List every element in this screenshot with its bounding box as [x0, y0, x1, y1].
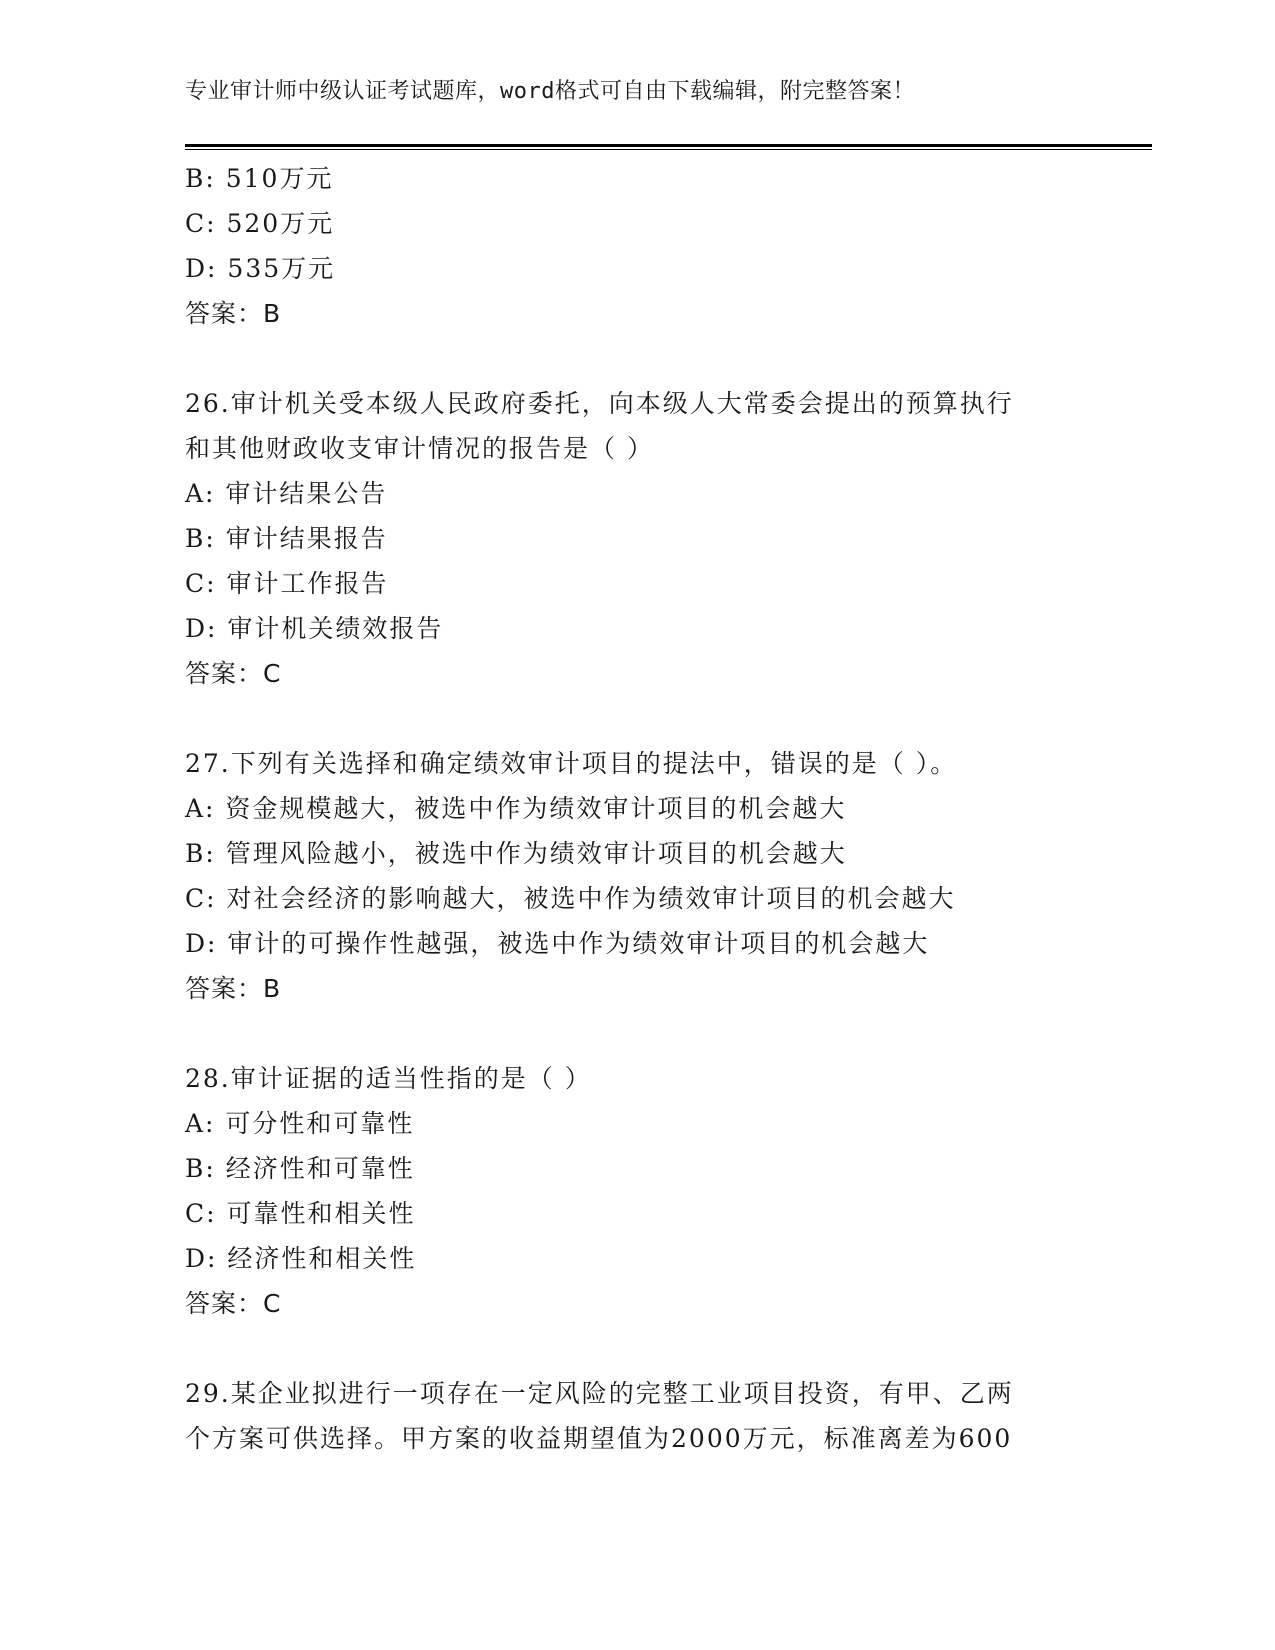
option-b: B: 审计结果报告 — [185, 524, 388, 553]
question-stem: 28.审计证据的适当性指的是（ ） — [185, 1064, 592, 1093]
spacer — [185, 696, 1085, 741]
question-26 — [185, 381, 1085, 696]
option-b: B: 经济性和可靠性 — [185, 1154, 415, 1183]
answer: 答案：B — [185, 974, 282, 1003]
option-c: C: 520万元 — [185, 209, 335, 238]
option-d: D: 审计机关绩效报告 — [185, 614, 444, 643]
option-c: C: 审计工作报告 — [185, 569, 389, 598]
question-25-tail — [185, 156, 1085, 336]
question-28 — [185, 1056, 1085, 1326]
question-stem: 27.下列有关选择和确定绩效审计项目的提法中，错误的是（ ）。 — [185, 749, 958, 778]
header-divider — [185, 144, 1152, 150]
spacer — [185, 336, 1085, 381]
spacer — [185, 1011, 1085, 1056]
option-a: A: 审计结果公告 — [185, 479, 388, 508]
option-b: B: 510万元 — [185, 164, 334, 193]
option-a: A: 资金规模越大，被选中作为绩效审计项目的机会越大 — [185, 794, 847, 823]
option-d: D: 535万元 — [185, 254, 336, 283]
option-d: D: 经济性和相关性 — [185, 1244, 417, 1273]
option-c: C: 对社会经济的影响越大，被选中作为绩效审计项目的机会越大 — [185, 884, 956, 913]
option-c: C: 可靠性和相关性 — [185, 1199, 416, 1228]
question-27 — [185, 741, 1085, 1011]
spacer — [185, 1326, 1085, 1371]
page-header: 专业审计师中级认证考试题库，word格式可自由下载编辑，附完整答案！ — [185, 79, 915, 104]
question-stem: 个方案可供选择。甲方案的收益期望值为2000万元，标准离差为600 — [185, 1424, 1013, 1453]
option-b: B: 管理风险越小，被选中作为绩效审计项目的机会越大 — [185, 839, 847, 868]
question-29 — [185, 1371, 1085, 1461]
answer: 答案：C — [185, 659, 282, 688]
question-stem: 和其他财政收支审计情况的报告是（ ） — [185, 434, 654, 463]
question-stem: 29.某企业拟进行一项存在一定风险的完整工业项目投资，有甲、乙两 — [185, 1379, 1014, 1408]
option-d: D: 审计的可操作性越强，被选中作为绩效审计项目的机会越大 — [185, 929, 930, 958]
question-stem: 26.审计机关受本级人民政府委托，向本级人大常委会提出的预算执行 — [185, 389, 1014, 418]
question-content — [185, 156, 1085, 1461]
answer: 答案：C — [185, 1289, 282, 1318]
option-a: A: 可分性和可靠性 — [185, 1109, 415, 1138]
answer: 答案：B — [185, 299, 282, 328]
